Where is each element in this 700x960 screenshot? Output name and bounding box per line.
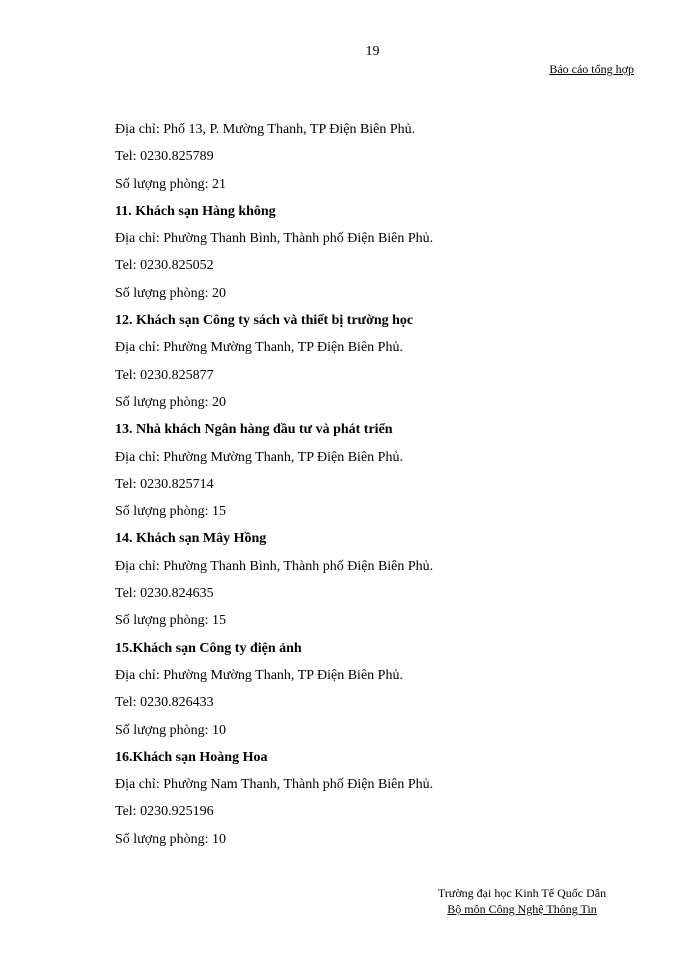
hotel-heading: 16.Khách sạn Hoàng Hoa [115, 749, 268, 765]
rooms-line: Số lượng phòng: 10 [115, 722, 227, 738]
rooms-line: Số lượng phòng: 10 [115, 831, 227, 847]
tel-line: Tel: 0230.825877 [115, 367, 214, 383]
rooms-line: Số lượng phòng: 20 [115, 285, 227, 301]
address-line: Địa chỉ: Phường Mường Thanh, TP Điện Biên Phủ. [115, 449, 403, 465]
university-name: Trường đại học Kinh Tế Quốc Dân [437, 886, 607, 900]
address-line: Địa chỉ: Phường Thanh Bình, Thành phố Điện Biên Phủ. [115, 231, 434, 247]
tel-line: Tel: 0230.825052 [115, 258, 214, 274]
hotel-heading: 14. Khách sạn Mây Hồng [115, 531, 267, 547]
hotel-heading: 13. Nhà khách Ngân hàng đầu tư và phát triển [115, 422, 393, 438]
address-line: Địa chỉ: Phường Thanh Bình, Thành phố Điện Biên Phủ. [115, 558, 434, 574]
hotel-heading: 12. Khách sạn Công ty sách và thiết bị trường học [115, 313, 414, 329]
hotel-heading: 11. Khách sạn Hàng không [115, 203, 276, 219]
address-line: Địa chỉ: Phường Mường Thanh, TP Điện Biên Phủ. [115, 667, 403, 683]
department-name: Bộ môn Công Nghệ Thông Tin [447, 902, 597, 916]
document-body [115, 116, 635, 853]
tel-line: Tel: 0230.824635 [115, 586, 214, 602]
tel-line: Tel: 0230.925196 [115, 804, 214, 820]
page-number: 19 [365, 44, 380, 59]
rooms-line: Số lượng phòng: 15 [115, 504, 227, 520]
tel-line: Tel: 0230.825789 [115, 149, 214, 165]
address-line: Địa chỉ: Phường Nam Thanh, Thành phố Điện Biên Phủ. [115, 777, 434, 793]
tel-line: Tel: 0230.826433 [115, 695, 214, 711]
rooms-line: Số lượng phòng: 21 [115, 176, 227, 192]
footer [422, 885, 622, 917]
rooms-line: Số lượng phòng: 15 [115, 613, 227, 629]
address-line: Địa chỉ: Phường Mường Thanh, TP Điện Biên Phủ. [115, 340, 403, 356]
rooms-line: Số lượng phòng: 20 [115, 394, 227, 410]
hotel-heading: 15.Khách sạn Công ty điện ảnh [115, 640, 302, 656]
report-title: Báo cáo tổng hợp [549, 62, 634, 76]
address-line: Địa chỉ: Phố 13, P. Mường Thanh, TP Điện Biên Phủ. [115, 122, 416, 137]
tel-line: Tel: 0230.825714 [115, 476, 214, 492]
